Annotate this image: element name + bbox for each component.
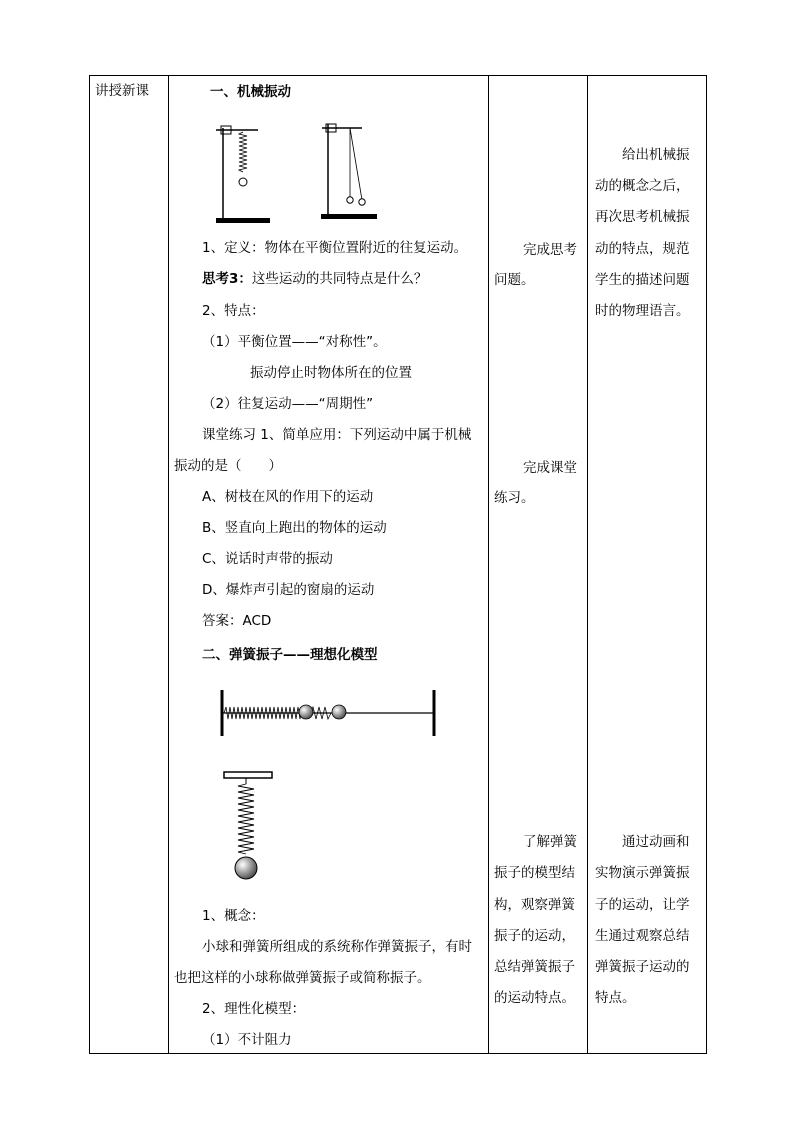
ball-position-2 <box>332 705 346 719</box>
intent-b-line-2: 实物演示弹簧振 <box>595 865 690 881</box>
student-c-line-6: 的运动特点。 <box>494 990 575 1006</box>
option-c: C、说话时声带的振动 <box>202 551 333 567</box>
spring-ball <box>239 178 247 186</box>
student-a-line-1: 完成思考 <box>523 242 577 258</box>
vertical-spring <box>238 784 254 854</box>
section-heading-1: 一、机械振动 <box>210 84 291 100</box>
vertical-ball <box>235 857 257 879</box>
exercise-line-2: 振动的是（ ） <box>174 458 282 474</box>
concept-para-2: 也把这样的小球称做弹簧振子或简称振子。 <box>174 970 431 986</box>
ideal-model-1: （1）不计阻力 <box>202 1032 292 1048</box>
ceiling-plate <box>224 772 272 778</box>
student-c-line-4: 振子的运动， <box>494 928 575 944</box>
ideal-model-heading: 2、理性化模型： <box>202 1001 306 1017</box>
intent-b-line-1: 通过动画和 <box>622 834 690 850</box>
feature-1: （1）平衡位置——“对称性”。 <box>202 334 387 350</box>
student-c-line-2: 振子的模型结 <box>494 865 575 881</box>
ball-position-1 <box>299 705 313 719</box>
col-divider-2 <box>488 76 489 1053</box>
student-b-line-1: 完成课堂 <box>523 460 577 476</box>
concept-para-1: 小球和弹簧所组成的系统称作弹簧振子，有时 <box>202 939 472 955</box>
section-heading-2: 二、弹簧振子——理想化模型 <box>202 647 378 663</box>
vibration-apparatus-figure <box>210 118 385 228</box>
feature-1-note: 振动停止时物体所在的位置 <box>250 365 412 381</box>
pendulum-bob-2 <box>359 199 365 205</box>
feature-heading: 2、特点： <box>202 303 265 319</box>
col-divider-1 <box>168 76 169 1053</box>
intent-b-line-4: 生通过观察总结 <box>595 928 690 944</box>
option-d: D、爆炸声引起的窗扇的运动 <box>202 582 375 598</box>
intent-a-line-5: 学生的描述问题 <box>595 272 690 288</box>
intent-b-line-3: 子的运动，让学 <box>595 897 690 913</box>
stand-base-right <box>321 214 377 219</box>
student-c-line-5: 总结弹簧振子 <box>494 959 575 975</box>
option-a: A、树枝在风的作用下的运动 <box>202 489 374 505</box>
pendulum-string-2 <box>350 128 362 200</box>
student-c-line-3: 构，观察弹簧 <box>494 897 575 913</box>
student-a-line-2: 问题。 <box>494 272 535 288</box>
pendulum-bob-1 <box>347 197 353 203</box>
intent-a-line-6: 时的物理语言。 <box>595 303 690 319</box>
horizontal-spring-figure <box>218 688 440 740</box>
think-3-label: 思考3： <box>202 271 252 287</box>
intent-b-line-5: 弹簧振子运动的 <box>595 959 690 975</box>
exercise-line-1: 课堂练习 1、简单应用：下列运动中属于机械 <box>202 427 472 443</box>
col-divider-3 <box>587 76 588 1053</box>
intent-a-line-3: 再次思考机械振 <box>595 209 690 225</box>
vertical-spring-figure <box>222 770 278 888</box>
stand-base-left <box>216 218 270 223</box>
concept-heading: 1、概念： <box>202 908 265 924</box>
intent-a-line-1: 给出机械振 <box>622 147 690 163</box>
option-b: B、竖直向上跑出的物体的运动 <box>202 520 387 536</box>
definition-text: 1、定义：物体在平衡位置附近的往复运动。 <box>202 240 468 256</box>
feature-2: （2）往复运动——“周期性” <box>202 396 374 412</box>
hanging-spring <box>239 132 247 172</box>
intent-b-line-6: 特点。 <box>595 990 636 1006</box>
student-c-line-1: 了解弹簧 <box>523 834 577 850</box>
intent-a-line-2: 动的概念之后， <box>595 178 690 194</box>
answer-text: 答案：ACD <box>202 613 272 629</box>
stage-label: 讲授新课 <box>95 83 149 99</box>
think-3-line <box>202 269 427 289</box>
intent-a-line-4: 动的特点，规范 <box>595 241 690 257</box>
think-3-question: 这些运动的共同特点是什么？ <box>251 271 428 287</box>
student-b-line-2: 练习。 <box>494 490 535 506</box>
